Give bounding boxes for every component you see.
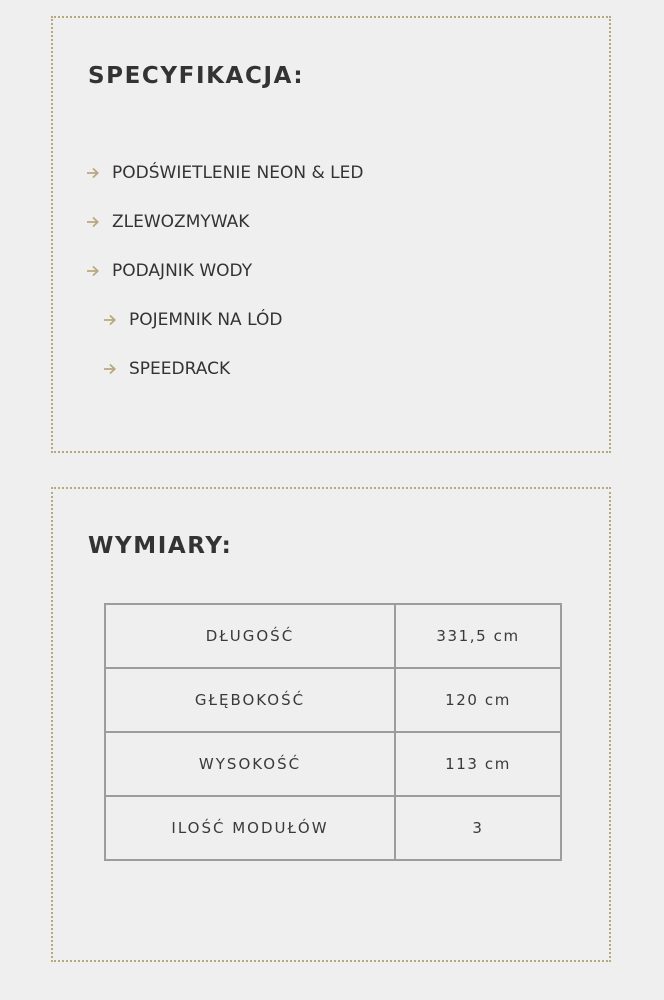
dimension-value: 113 cm <box>395 732 561 796</box>
list-item <box>87 210 249 234</box>
dimension-label: GŁĘBOKOŚĆ <box>105 668 395 732</box>
dimension-value: 120 cm <box>395 668 561 732</box>
list-item-label: PODŚWIETLENIE NEON & LED <box>112 163 364 183</box>
dimension-label: ILOŚĆ MODUŁÓW <box>105 796 395 860</box>
arrow-right-icon <box>104 315 116 325</box>
dimensions-table <box>104 603 562 861</box>
list-item <box>104 308 282 332</box>
list-item-label: POJEMNIK NA LÓD <box>129 310 283 330</box>
table-row <box>105 732 561 796</box>
list-item <box>87 259 252 283</box>
list-item-label: SPEEDRACK <box>129 359 231 379</box>
list-item <box>104 357 230 381</box>
table-row <box>105 668 561 732</box>
arrow-right-icon <box>87 168 99 178</box>
arrow-right-icon <box>87 266 99 276</box>
dimension-label: WYSOKOŚĆ <box>105 732 395 796</box>
dimensions-heading: WYMIARY: <box>88 533 233 559</box>
dimension-value: 3 <box>395 796 561 860</box>
specification-panel <box>51 16 611 453</box>
list-item-label: PODAJNIK WODY <box>112 261 253 281</box>
arrow-right-icon <box>104 364 116 374</box>
dimension-label: DŁUGOŚĆ <box>105 604 395 668</box>
dimension-value: 331,5 cm <box>395 604 561 668</box>
list-item-label: ZLEWOZMYWAK <box>112 212 250 232</box>
specification-heading: SPECYFIKACJA: <box>88 63 305 89</box>
table-row <box>105 604 561 668</box>
table-row <box>105 796 561 860</box>
list-item <box>87 161 363 185</box>
arrow-right-icon <box>87 217 99 227</box>
dimensions-panel <box>51 487 611 962</box>
